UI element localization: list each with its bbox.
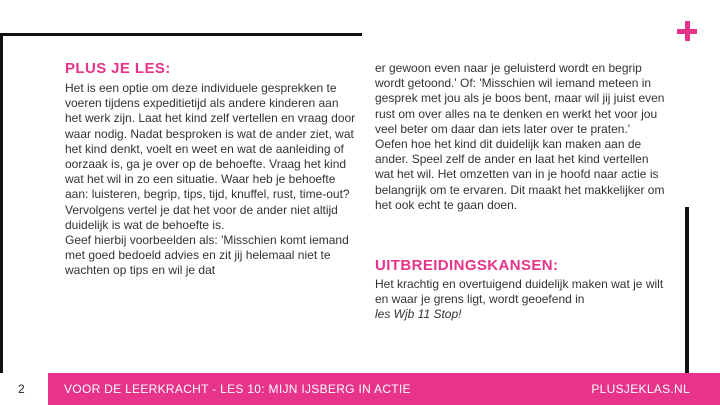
frame-top-border <box>0 33 362 36</box>
lesson-reference: les Wjb 11 Stop! <box>375 307 462 322</box>
footer-site-link[interactable]: PLUSJEKLAS.NL <box>591 382 690 396</box>
footer-title: VOOR DE LEERKRACHT - LES 10: MIJN IJSBERG IN ACTIE <box>64 382 411 396</box>
right-paragraph-1: er gewoon even naar je geluisterd wordt en begrip wordt getoond.' Of: 'Misschien wil iemand meteen in gesprek met jou als je boos bent, maar wil jij juist even rust om over alles na te denken en werkt het voor jou veel beter om daar dan iets later over te praten.' Oefen hoe het kind dit duidelijk kan maken aan de ander. Speel zelf de ander en laat het kind vertellen wat het wil. Het omzetten van in je hoofd naar actie is belangrijk om te ervaren. Dit maakt het makkelijker om het ook echt te gaan doen. <box>375 61 665 212</box>
footer-bar <box>0 373 720 405</box>
right-paragraph-2-text: Het krachtig en overtuigend duidelijk maken wat je wilt en waar je grens ligt, wordt geoefend in <box>375 277 664 307</box>
frame-right-border <box>685 207 689 387</box>
frame-left-border <box>0 33 3 383</box>
plus-icon <box>676 20 698 42</box>
left-column <box>65 81 357 279</box>
right-column-2 <box>375 277 665 323</box>
right-heading: UITBREIDINGSKANSEN: <box>375 257 559 274</box>
right-column <box>375 61 665 213</box>
left-paragraph-1: Het is een optie om deze individuele gesprekken te voeren tijdens expeditietijd als andere kinderen aan het werk zijn. Laat het kind zelf vertellen en vraag door waar nodig. Nadat besproken is wat de ander ziet, wat het kind denkt, voelt en weet en wat de aanleiding of oorzaak is, ga je over op de behoefte. Vraag het kind wat het wil in zo een situatie. Waar heb je behoefte aan: luisteren, begrip, tips, tijd, knuffel, rust, time-out? Vervolgens vertel je dat het voor de ander niet altijd duidelijk is wat de behoefte is. <box>65 81 356 232</box>
left-heading: PLUS JE LES: <box>65 60 171 77</box>
left-paragraph-2: Geef hierbij voorbeelden als: 'Misschien komt iemand met goed bedoeld advies en zit jij helemaal niet te wachten op tips en wil je dat <box>65 233 349 278</box>
right-paragraph-2 <box>375 277 665 323</box>
page-number: 2 <box>18 382 25 396</box>
